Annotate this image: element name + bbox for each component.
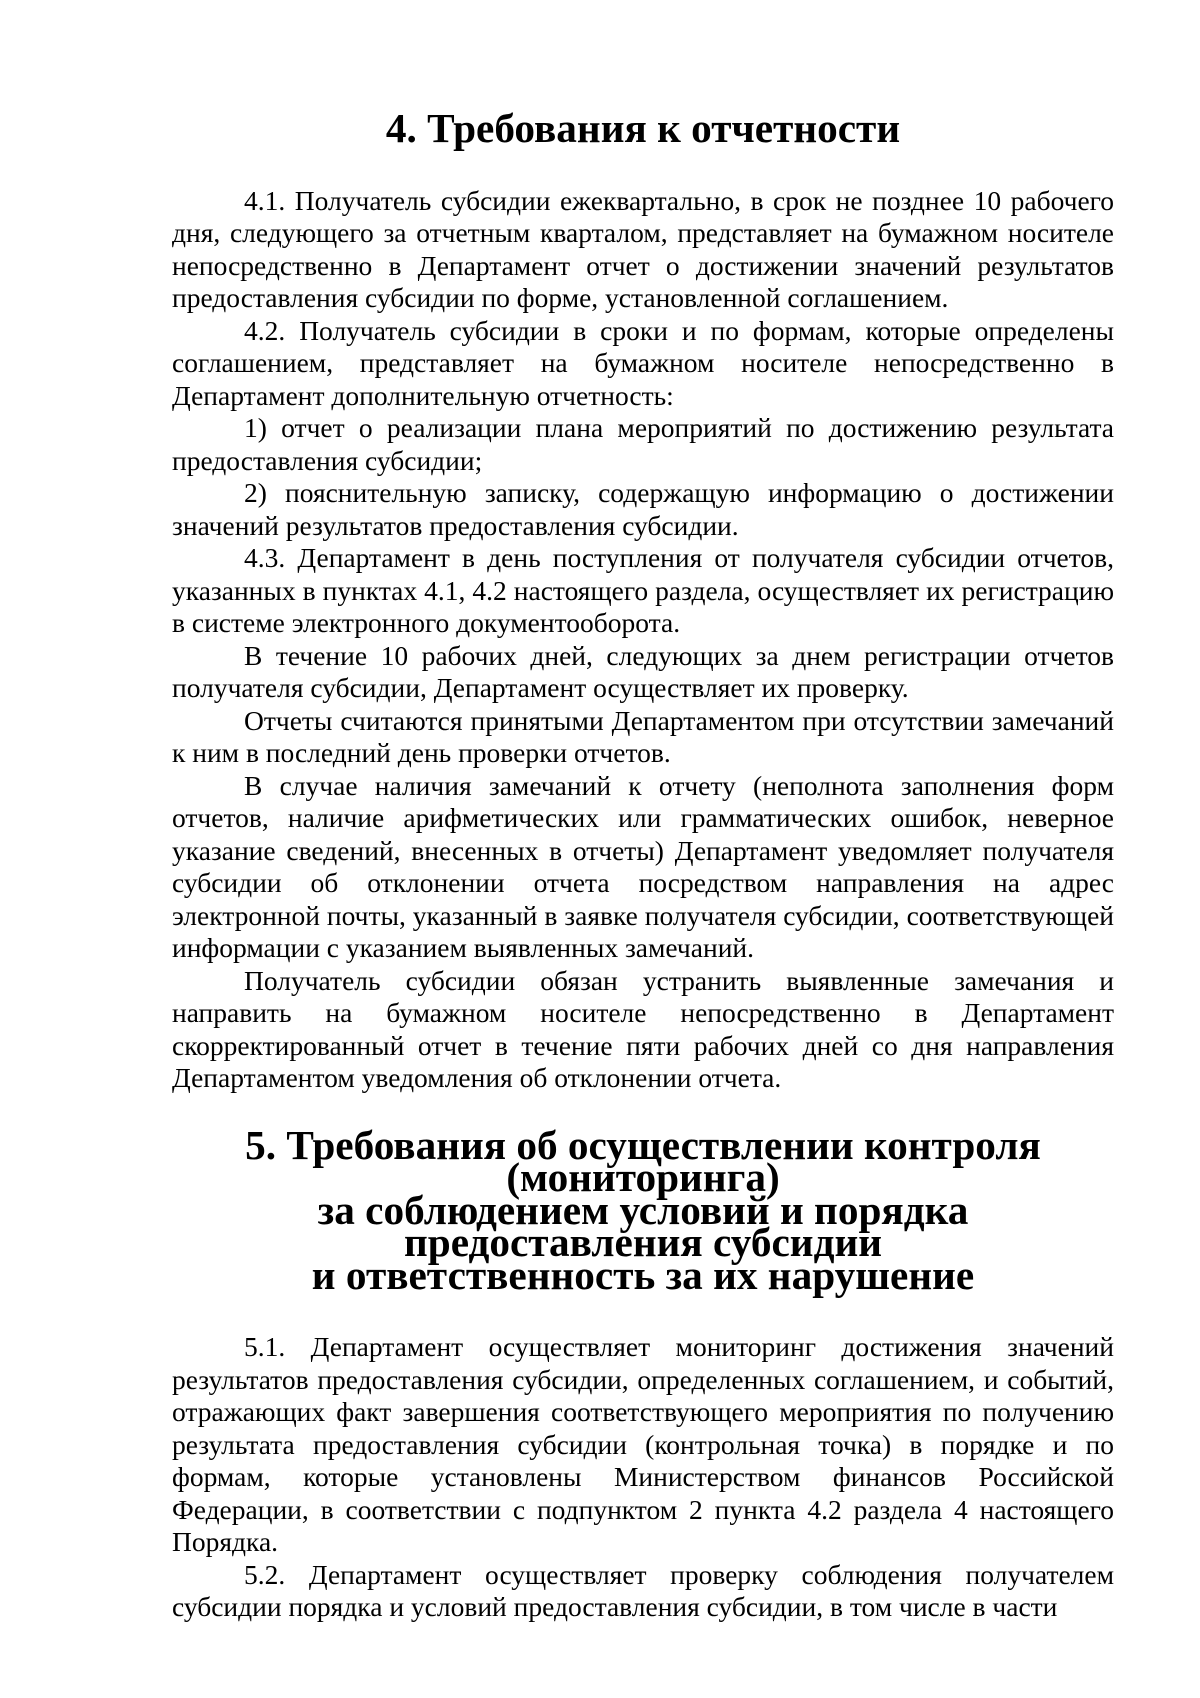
paragraph-4-3-review: В течение 10 рабочих дней, следующих за днем регистрации отчетов получателя субсидии, Департамент осуществляет их проверку. <box>172 639 1114 703</box>
paragraph-4-2: 4.2. Получатель субсидии в сроки и по формам, которые определены соглашением, представляет на бумажном носителе непосредственно в Департамент дополнительную отчетность: <box>172 314 1114 411</box>
paragraph-4-3-remarks: В случае наличия замечаний к отчету (неполнота заполнения форм отчетов, наличие арифметических или грамматических ошибок, неверное указание сведений, внесенных в отчеты) Департамент уведомляет получателя субсидии об отклонении отчета посредством направления на адрес электронной почты, указанный в заявке получателя субсидии, соответствующей информации с указанием выявленных замечаний. <box>172 769 1114 963</box>
paragraph-4-3-acceptance: Отчеты считаются принятыми Департаментом при отсутствии замечаний к ним в последний день проверки отчетов. <box>172 704 1114 768</box>
paragraph-4-3-correction: Получатель субсидии обязан устранить выявленные замечания и направить на бумажном носителе непосредственно в Департамент скорректированный отчет в течение пяти рабочих дней со дня направления Департаментом уведомления об отклонении отчета. <box>172 964 1114 1093</box>
section-5-heading-line-3: и ответственность за их нарушение <box>311 1251 975 1298</box>
section-4-heading: 4. Требования к отчетности <box>385 105 901 151</box>
paragraph-4-1: 4.1. Получатель субсидии ежеквартально, в срок не позднее 10 рабочего дня, следующего за отчетным кварталом, представляет на бумажном носителе непосредственно в Департамент отчет о достижении значений результатов предоставления субсидии по форме, установленной соглашением. <box>172 184 1114 313</box>
list-item-4-2-2: 2) пояснительную записку, содержащую информацию о достижении значений результатов предоставления субсидии. <box>172 477 1114 541</box>
paragraph-5-2: 5.2. Департамент осуществляет проверку соблюдения получателем субсидии порядка и условий предоставления субсидии, в том числе в части <box>172 1558 1114 1622</box>
section-5-heading-line-1: 5. Требования об осуществлении контроля (мониторинга) <box>245 1121 1041 1200</box>
document-page <box>172 105 1114 1624</box>
paragraph-5-1: 5.1. Департамент осуществляет мониторинг достижения значений результатов предоставления субсидии, определенных соглашением, и событий, отражающих факт завершения соответствующего мероприятия по получению результата предоставления субсидии (контрольная точка) в порядке и по формам, которые установлены Министерством финансов Российской Федерации, в соответствии с подпунктом 2 пункта 4.2 раздела 4 настоящего Порядка. <box>172 1331 1114 1557</box>
section-5-heading-line-2: за соблюдением условий и порядка предоставления субсидии <box>317 1186 969 1265</box>
section-5-heading <box>172 1121 1114 1298</box>
paragraph-4-3: 4.3. Департамент в день поступления от получателя субсидии отчетов, указанных в пунктах 4.1, 4.2 настоящего раздела, осуществляет их регистрацию в системе электронного документооборота. <box>172 542 1114 638</box>
section-5-body <box>172 1331 1114 1624</box>
list-item-4-2-1: 1) отчет о реализации плана мероприятий по достижению результата предоставления субсидии; <box>172 412 1114 476</box>
section-4-body <box>172 185 1114 1095</box>
